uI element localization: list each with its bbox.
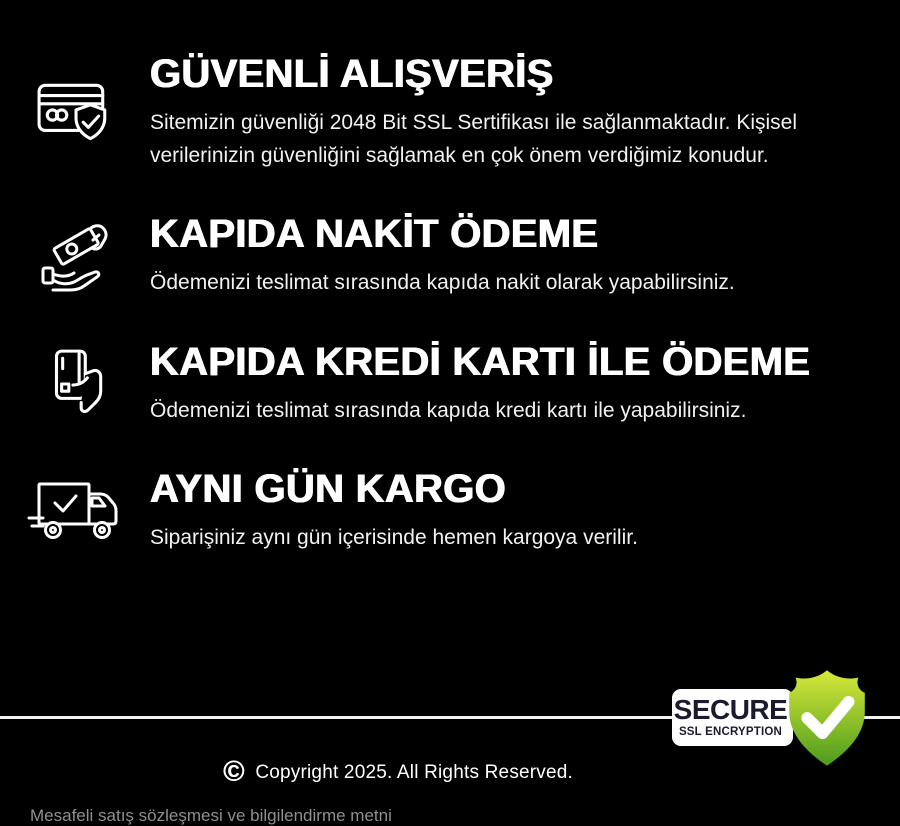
- ssl-badge-secure-text: SECURE: [673, 694, 788, 726]
- cash-in-hand-icon: [0, 220, 150, 292]
- copyright-row: [0, 758, 848, 787]
- section-description: Ödemenizi teslimat sırasında kapıda nakit olarak yapabilirsiniz.: [150, 271, 735, 295]
- ssl-secure-badge: [672, 666, 872, 770]
- section-cash-on-delivery: [0, 212, 900, 300]
- section-title: KAPIDA NAKİT ÖDEME: [150, 212, 599, 257]
- section-description: Ödemenizi teslimat sırasında kapıda kredi kartı ile yapabilirsiniz.: [150, 398, 747, 422]
- section-title: GÜVENLİ ALIŞVERİŞ: [150, 52, 554, 96]
- shield-check-icon: [782, 666, 872, 770]
- clipped-bottom-text: Mesafeli satış sözleşmesi ve bilgilendirme metni: [30, 806, 392, 825]
- section-title: AYNI GÜN KARGO: [150, 467, 507, 512]
- section-text: [150, 340, 810, 428]
- section-text: [150, 52, 818, 172]
- credit-card-shield-icon: [0, 79, 150, 145]
- section-title: KAPIDA KREDİ KARTI İLE ÖDEME: [150, 339, 811, 384]
- ssl-badge-label: [672, 689, 793, 746]
- section-card-on-delivery: [0, 340, 900, 428]
- card-in-hand-icon: [0, 347, 150, 421]
- section-secure-shopping: [0, 52, 900, 172]
- section-description: Sitemizin güvenliği 2048 Bit SSL Sertifikası ile sağlanmaktadır. Kişisel verilerinizin güvenliğini sağlamak en çok önem verdiğimiz konudur.: [150, 110, 798, 167]
- section-text: [150, 467, 638, 555]
- section-same-day-shipping: [0, 467, 900, 555]
- feature-sections: [0, 52, 900, 595]
- section-description: Siparişiniz aynı gün içerisinde hemen kargoya verilir.: [150, 526, 638, 550]
- ssl-badge-encryption-text: SSL ENCRYPTION: [678, 726, 783, 739]
- delivery-truck-check-icon: [0, 476, 150, 546]
- copyright-symbol: ©: [222, 756, 245, 788]
- section-text: [150, 212, 735, 300]
- copyright-text: Copyright 2025. All Rights Reserved.: [255, 761, 574, 783]
